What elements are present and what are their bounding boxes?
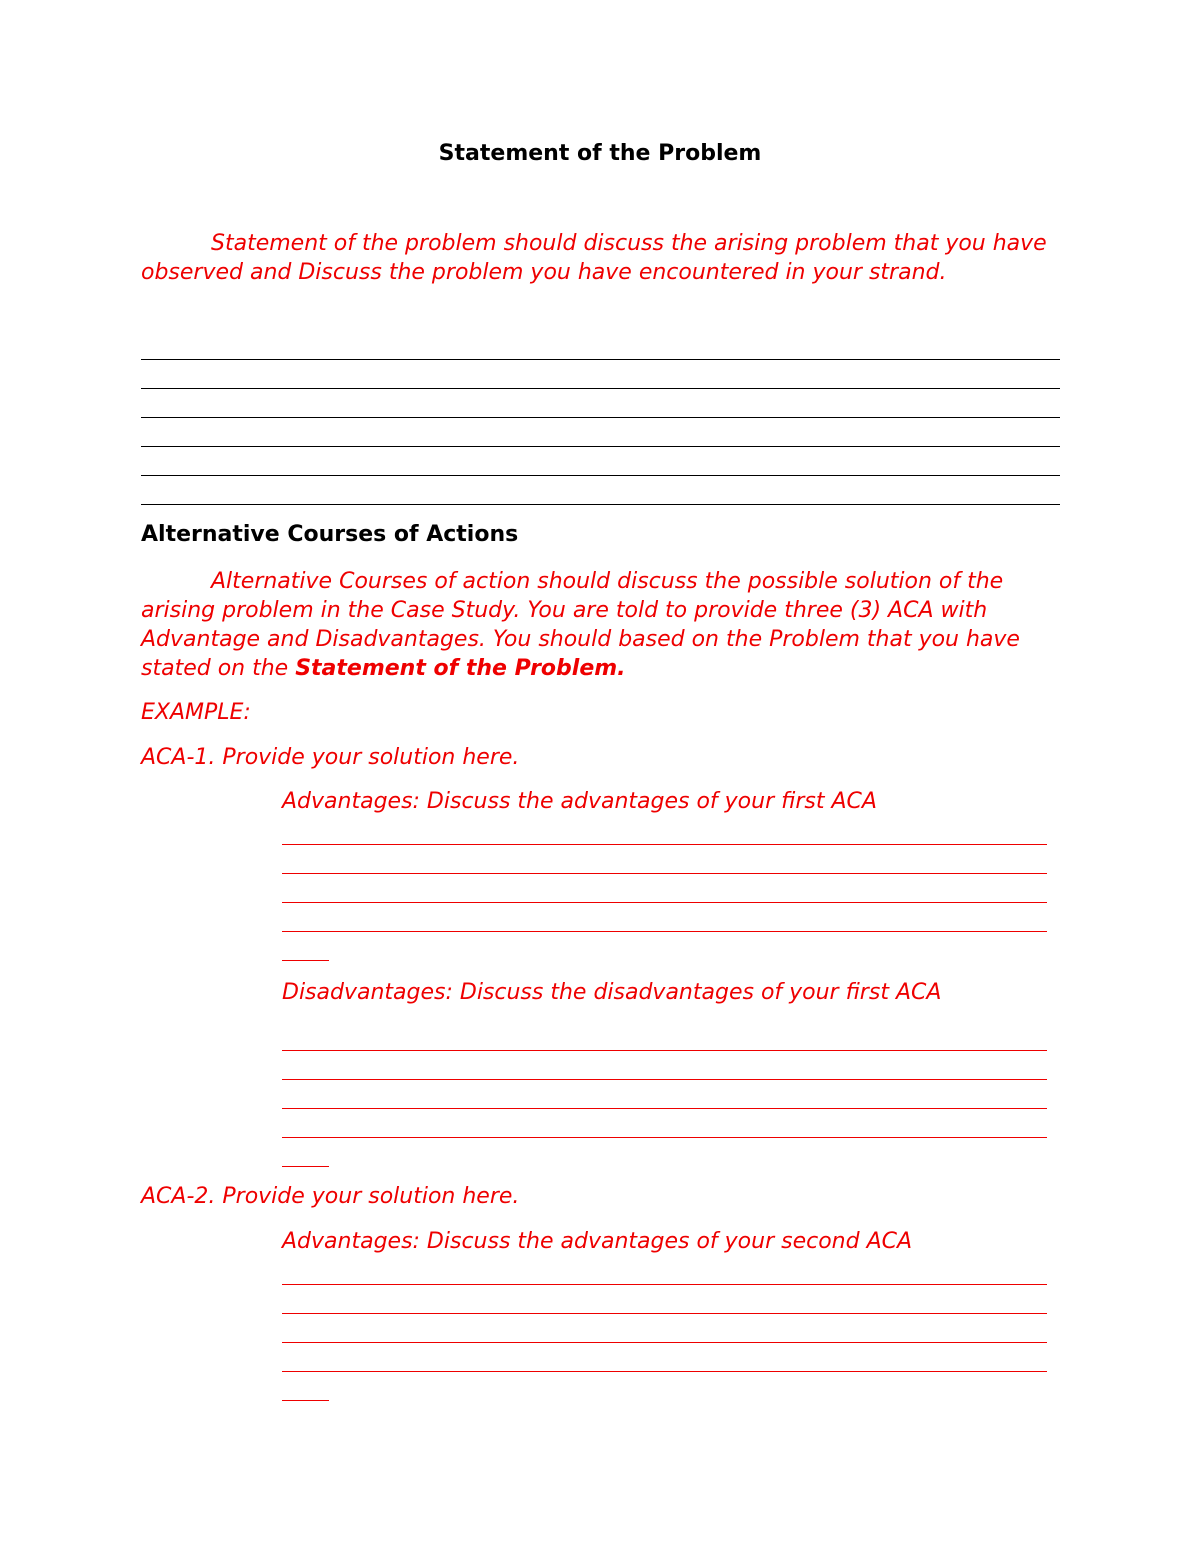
aca2-advantages-label: Advantages: Discuss the advantages of your second ACA bbox=[282, 1229, 913, 1254]
page-title: Statement of the Problem bbox=[438, 141, 762, 166]
aca1-disadvantages-line bbox=[282, 1166, 329, 1167]
aca1-advantages-label: Advantages: Discuss the advantages of your first ACA bbox=[282, 789, 877, 814]
aca1-disadvantages-line bbox=[282, 1108, 1047, 1109]
aca-instruction-emphasis: Statement of the Problem. bbox=[295, 656, 626, 681]
answer-line bbox=[141, 504, 1060, 505]
aca1-advantages-line bbox=[282, 873, 1047, 874]
aca2-advantages-line bbox=[282, 1371, 1047, 1372]
aca1-advantages-line bbox=[282, 844, 1047, 845]
aca-instruction-text: Alternative Courses of action should discuss the possible solution of the arising problem in the Case Study. You are told to provide three (3) ACA with Advantage and Disadvantages. You should based on the Problem that you have stated on the bbox=[141, 569, 1020, 681]
example-label: EXAMPLE: bbox=[141, 700, 251, 725]
answer-line bbox=[141, 417, 1060, 418]
statement-instruction bbox=[141, 229, 1066, 287]
aca1-disadvantages-label: Disadvantages: Discuss the disadvantages of your first ACA bbox=[282, 980, 942, 1005]
aca2-advantages-line bbox=[282, 1342, 1047, 1343]
aca1-disadvantages-line bbox=[282, 1079, 1047, 1080]
aca2-advantages-line bbox=[282, 1400, 329, 1401]
answer-line bbox=[141, 446, 1060, 447]
aca1-advantages-line bbox=[282, 931, 1047, 932]
aca1-advantages-line bbox=[282, 960, 329, 961]
aca1-disadvantages-line bbox=[282, 1137, 1047, 1138]
answer-line bbox=[141, 475, 1060, 476]
aca2-label: ACA-2. Provide your solution here. bbox=[141, 1184, 520, 1209]
answer-line bbox=[141, 359, 1060, 360]
aca1-label: ACA-1. Provide your solution here. bbox=[141, 745, 520, 770]
answer-line bbox=[141, 388, 1060, 389]
aca2-advantages-line bbox=[282, 1284, 1047, 1285]
aca-heading: Alternative Courses of Actions bbox=[141, 522, 519, 547]
statement-instruction-text: Statement of the problem should discuss the arising problem that you have observed and Discuss the problem you have encountered in your strand. bbox=[141, 231, 1047, 285]
aca1-disadvantages-line bbox=[282, 1050, 1047, 1051]
aca-instruction bbox=[141, 567, 1066, 683]
aca1-advantages-line bbox=[282, 902, 1047, 903]
aca2-advantages-line bbox=[282, 1313, 1047, 1314]
